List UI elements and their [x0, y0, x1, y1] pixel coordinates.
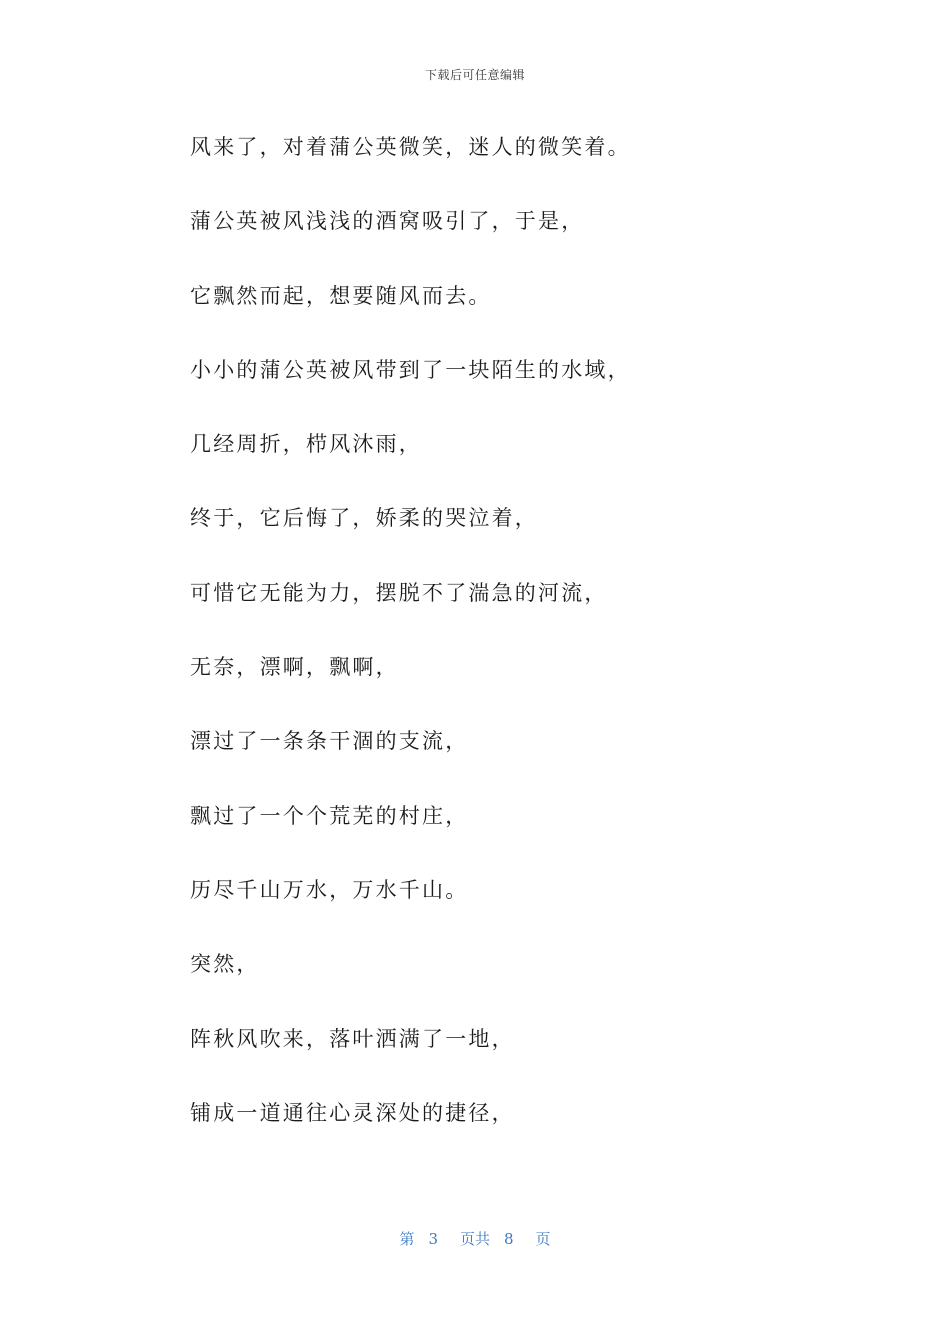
poem-line: 漂过了一条条干涸的支流，: [190, 729, 469, 754]
page-header: 下载后可任意编辑: [424, 68, 525, 82]
total-pages-number: 8: [504, 1230, 514, 1248]
footer-prefix: 第: [399, 1230, 415, 1248]
page-footer: [0, 1228, 950, 1249]
poem-line: 小小的蒲公英被风带到了一块陌生的水域，: [190, 357, 631, 382]
poem-line: 可惜它无能为力，摆脱不了湍急的河流，: [190, 580, 608, 605]
poem-line: 无奈，漂啊，飘啊，: [190, 655, 399, 680]
poem-line: 蒲公英被风浅浅的酒窝吸引了，于是，: [190, 209, 585, 234]
poem-line: 风来了，对着蒲公英微笑，迷人的微笑着。: [190, 135, 631, 159]
poem-line: 阵秋风吹来，落叶洒满了一地，: [190, 1026, 515, 1051]
current-page-number: 3: [428, 1230, 438, 1248]
footer-suffix: 页: [535, 1230, 551, 1248]
poem-line: 突然，: [190, 952, 260, 977]
poem-line: 它飘然而起，想要随风而去。: [190, 283, 492, 308]
poem-line: 飘过了一个个荒芜的村庄，: [190, 803, 469, 828]
poem-line: 终于，它后悔了，娇柔的哭泣着，: [190, 506, 538, 531]
poem-line: 铺成一道通往心灵深处的捷径，: [190, 1100, 515, 1125]
poem-line: 历尽千山万水，万水千山。: [190, 877, 469, 902]
poem-body: [190, 132, 810, 1172]
footer-middle: 页共: [459, 1230, 490, 1248]
poem-line: 几经周折，栉风沐雨，: [190, 432, 422, 457]
